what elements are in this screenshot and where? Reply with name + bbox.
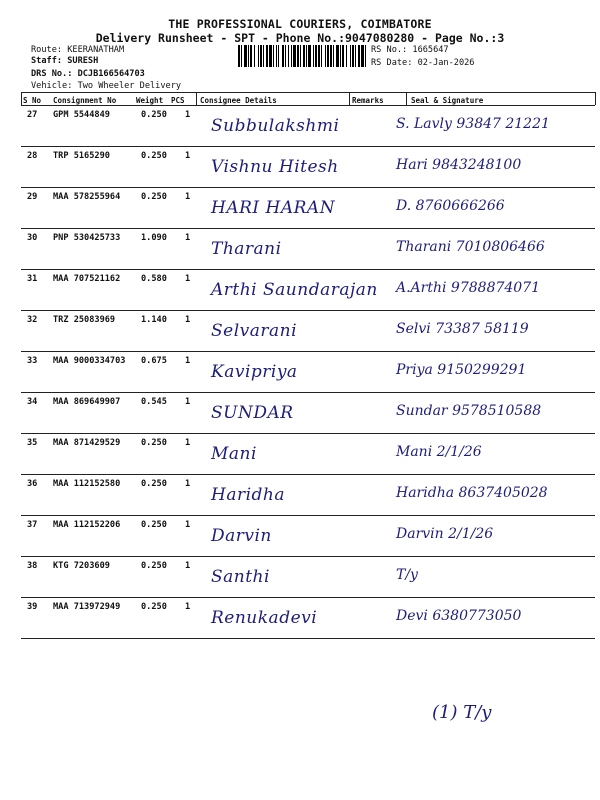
col-header-signature: Seal & Signature xyxy=(411,96,484,105)
row-serial-number: 28 xyxy=(27,151,38,161)
row-consignee-handwritten: Haridha xyxy=(211,485,285,505)
row-consignee-handwritten: Tharani xyxy=(211,239,282,259)
row-pcs: 1 xyxy=(185,356,191,366)
row-serial-number: 31 xyxy=(27,274,38,284)
barcode-bar xyxy=(361,45,364,67)
row-consignment-number: MAA 578255964 xyxy=(53,192,121,202)
barcode-bar xyxy=(300,45,301,67)
row-divider xyxy=(21,269,595,270)
row-weight: 0.250 xyxy=(141,602,167,612)
row-signature-handwritten: A.Arthi 9788874071 xyxy=(396,280,541,296)
row-consignment-number: MAA 713972949 xyxy=(53,602,121,612)
runsheet-title: THE PROFESSIONAL COURIERS, COIMBATORE xyxy=(168,17,432,31)
staff-label: Staff: SURESH xyxy=(31,56,99,66)
row-serial-number: 33 xyxy=(27,356,38,366)
barcode-bar xyxy=(355,45,356,67)
barcode-bar xyxy=(258,45,259,67)
barcode-bar xyxy=(365,45,366,67)
row-weight: 0.250 xyxy=(141,192,167,202)
row-consignee-handwritten: Arthi Saundarajan xyxy=(211,280,378,300)
row-consignee-handwritten: Kavipriya xyxy=(211,362,298,382)
barcode-bar xyxy=(260,45,262,67)
barcode-bar xyxy=(293,45,296,67)
barcode-bar xyxy=(288,45,289,67)
row-weight: 0.250 xyxy=(141,479,167,489)
row-divider xyxy=(21,433,595,434)
row-consignee-handwritten: Santhi xyxy=(211,567,270,587)
barcode xyxy=(238,45,366,67)
row-signature-handwritten: Darvin 2/1/26 xyxy=(396,526,494,542)
rs-date: RS Date: 02-Jan-2026 xyxy=(371,58,475,68)
barcode-bar xyxy=(248,45,249,67)
row-serial-number: 34 xyxy=(27,397,38,407)
row-consignee-handwritten: Darvin xyxy=(211,526,272,546)
barcode-bar xyxy=(318,45,320,67)
row-serial-number: 39 xyxy=(27,602,38,612)
barcode-bar xyxy=(269,45,272,67)
barcode-bar xyxy=(313,45,314,67)
rs-number: RS No.: 1665647 xyxy=(371,45,449,55)
col-header-consignment: Consignment No xyxy=(53,96,117,105)
row-consignee-handwritten: HARI HARAN xyxy=(211,198,336,218)
row-divider xyxy=(21,228,595,229)
table-left-border xyxy=(21,92,22,105)
row-consignment-number: GPM 5544849 xyxy=(53,110,110,120)
row-divider xyxy=(21,351,595,352)
row-signature-handwritten: Mani 2/1/26 xyxy=(396,444,482,460)
barcode-bar xyxy=(303,45,305,67)
row-divider xyxy=(21,474,595,475)
row-consignment-number: MAA 707521162 xyxy=(53,274,121,284)
row-signature-handwritten: Haridha 8637405028 xyxy=(396,485,548,501)
row-divider xyxy=(21,515,595,516)
col-header-consignee: Consignee Details xyxy=(200,96,277,105)
barcode-bar xyxy=(333,45,334,67)
col-header-weight: Weight xyxy=(136,96,164,105)
barcode-bar xyxy=(273,45,274,67)
row-consignee-handwritten: Selvarani xyxy=(211,321,298,341)
row-serial-number: 35 xyxy=(27,438,38,448)
row-divider xyxy=(21,146,595,147)
row-signature-handwritten: S. Lavly 93847 21221 xyxy=(396,116,550,132)
row-weight: 1.090 xyxy=(141,233,167,243)
barcode-bar xyxy=(263,45,264,67)
row-pcs: 1 xyxy=(185,602,191,612)
row-weight: 0.250 xyxy=(141,561,167,571)
row-divider xyxy=(21,597,595,598)
row-pcs: 1 xyxy=(185,561,191,571)
barcode-bar xyxy=(350,45,351,67)
row-pcs: 1 xyxy=(185,233,191,243)
drs-number: DRS No.: DCJB166564703 xyxy=(31,69,145,79)
barcode-bar xyxy=(297,45,299,67)
barcode-bar xyxy=(244,45,247,67)
row-consignment-number: MAA 869649907 xyxy=(53,397,121,407)
row-weight: 0.250 xyxy=(141,520,167,530)
column-divider xyxy=(349,92,350,105)
row-divider xyxy=(21,187,595,188)
row-divider xyxy=(21,556,595,557)
row-weight: 1.140 xyxy=(141,315,167,325)
row-weight: 0.250 xyxy=(141,151,167,161)
row-pcs: 1 xyxy=(185,274,191,284)
row-serial-number: 38 xyxy=(27,561,38,571)
barcode-bar xyxy=(238,45,240,67)
column-divider xyxy=(406,92,407,105)
row-consignment-number: MAA 871429529 xyxy=(53,438,121,448)
barcode-bar xyxy=(336,45,339,67)
row-consignee-handwritten: Renukadevi xyxy=(211,608,318,628)
row-pcs: 1 xyxy=(185,192,191,202)
row-signature-handwritten: D. 8760666266 xyxy=(396,198,505,214)
row-serial-number: 36 xyxy=(27,479,38,489)
table-top-border xyxy=(21,92,595,93)
row-serial-number: 30 xyxy=(27,233,38,243)
row-weight: 0.675 xyxy=(141,356,167,366)
row-serial-number: 27 xyxy=(27,110,38,120)
row-consignee-handwritten: Vishnu Hitesh xyxy=(211,157,339,177)
barcode-bar xyxy=(352,45,354,67)
barcode-bar xyxy=(342,45,344,67)
barcode-bar xyxy=(250,45,252,67)
row-signature-handwritten: Devi 6380773050 xyxy=(396,608,522,624)
route-label: Route: KEERANATHAM xyxy=(31,45,125,55)
barcode-bar xyxy=(330,45,332,67)
footer-note: (1) T/y xyxy=(432,702,492,723)
row-weight: 0.250 xyxy=(141,438,167,448)
row-divider xyxy=(21,392,595,393)
row-signature-handwritten: T/y xyxy=(396,567,418,583)
table-right-border xyxy=(595,92,596,105)
row-consignment-number: MAA 112152580 xyxy=(53,479,121,489)
row-serial-number: 37 xyxy=(27,520,38,530)
row-pcs: 1 xyxy=(185,315,191,325)
row-weight: 0.580 xyxy=(141,274,167,284)
runsheet-subtitle: Delivery Runsheet - SPT - Phone No.:9047080280 - Page No.:3 xyxy=(95,31,505,45)
barcode-bar xyxy=(282,45,284,67)
row-consignee-handwritten: Mani xyxy=(211,444,257,464)
row-pcs: 1 xyxy=(185,110,191,120)
row-consignment-number: MAA 112152206 xyxy=(53,520,121,530)
barcode-bar xyxy=(266,45,268,67)
row-consignment-number: TRZ 25083969 xyxy=(53,315,116,325)
barcode-bar xyxy=(285,45,286,67)
col-header-sno: S No xyxy=(23,96,42,105)
row-consignment-number: KTG 7203609 xyxy=(53,561,110,571)
barcode-bar xyxy=(325,45,326,67)
row-divider xyxy=(21,638,595,639)
barcode-bar xyxy=(315,45,317,67)
barcode-bar xyxy=(308,45,311,67)
barcode-bar xyxy=(278,45,279,67)
barcode-bar xyxy=(358,45,360,67)
row-signature-handwritten: Selvi 73387 58119 xyxy=(396,321,529,337)
barcode-bar xyxy=(346,45,347,67)
vehicle-label: Vehicle: Two Wheeler Delivery xyxy=(31,81,182,91)
row-serial-number: 32 xyxy=(27,315,38,325)
row-consignment-number: PNP 530425733 xyxy=(53,233,121,243)
col-header-pcs: PCS xyxy=(171,96,185,105)
barcode-bar xyxy=(254,45,255,67)
row-pcs: 1 xyxy=(185,397,191,407)
barcode-bar xyxy=(276,45,277,67)
column-divider xyxy=(196,92,197,105)
row-signature-handwritten: Tharani 7010806466 xyxy=(396,239,545,255)
row-serial-number: 29 xyxy=(27,192,38,202)
barcode-bar xyxy=(327,45,329,67)
row-weight: 0.545 xyxy=(141,397,167,407)
col-header-remarks: Remarks xyxy=(352,96,384,105)
barcode-bar xyxy=(241,45,242,67)
row-pcs: 1 xyxy=(185,520,191,530)
row-pcs: 1 xyxy=(185,438,191,448)
row-signature-handwritten: Priya 9150299291 xyxy=(396,362,527,378)
table-header-border xyxy=(21,105,595,106)
row-consignee-handwritten: SUNDAR xyxy=(211,403,294,423)
barcode-bar xyxy=(321,45,322,67)
row-divider xyxy=(21,310,595,311)
row-consignment-number: TRP 5165290 xyxy=(53,151,110,161)
row-weight: 0.250 xyxy=(141,110,167,120)
row-pcs: 1 xyxy=(185,151,191,161)
row-pcs: 1 xyxy=(185,479,191,489)
barcode-bar xyxy=(291,45,292,67)
row-consignee-handwritten: Subbulakshmi xyxy=(211,116,340,136)
row-signature-handwritten: Hari 9843248100 xyxy=(396,157,522,173)
barcode-bar xyxy=(340,45,341,67)
row-consignment-number: MAA 9000334703 xyxy=(53,356,126,366)
barcode-bar xyxy=(306,45,307,67)
row-signature-handwritten: Sundar 9578510588 xyxy=(396,403,542,419)
